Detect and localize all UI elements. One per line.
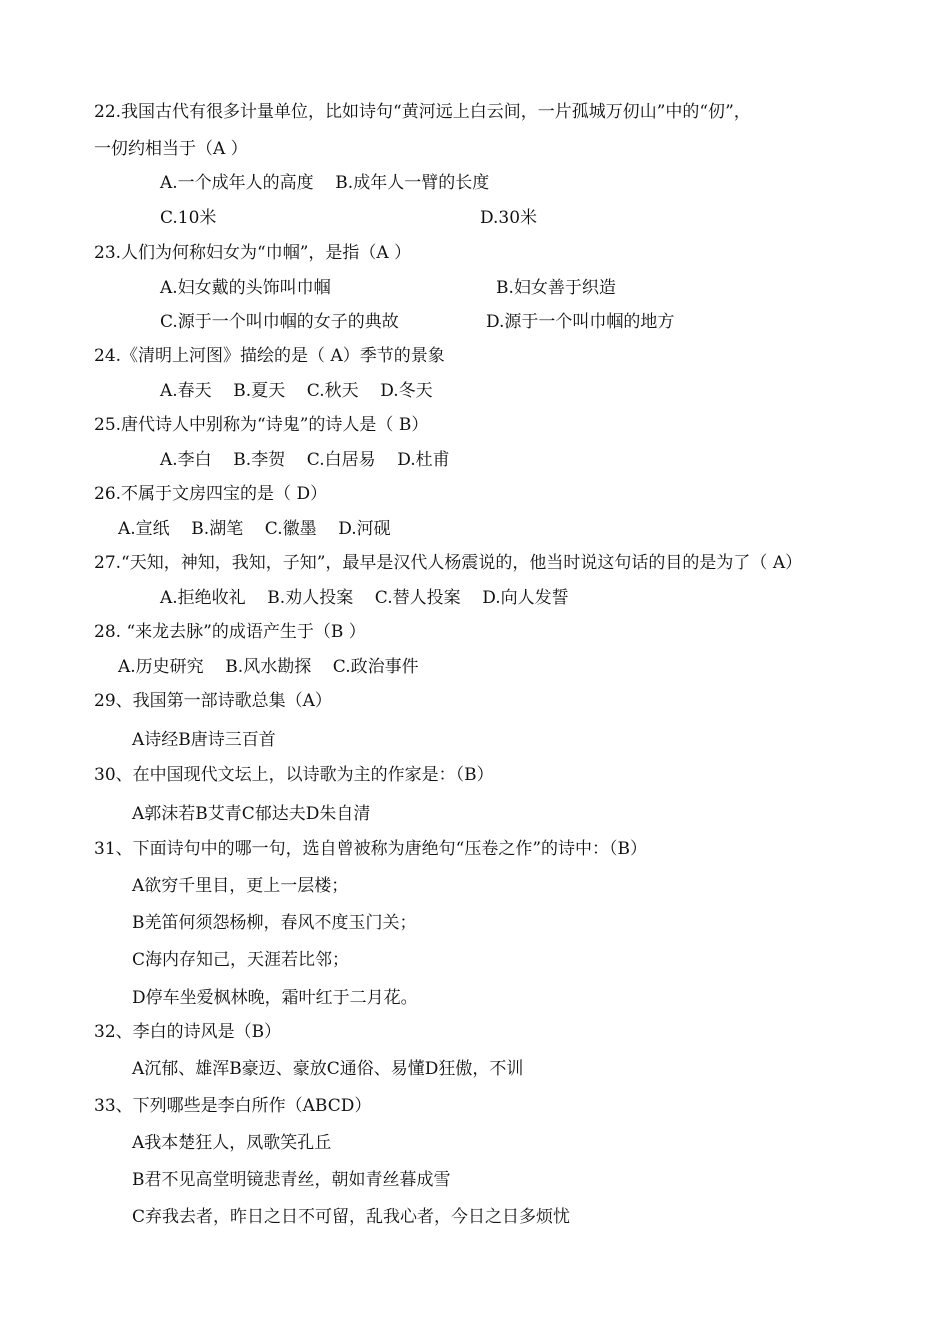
question-24-stem: 24.《清明上河图》描绘的是（ A）季节的景象	[94, 346, 445, 366]
question-28-options: A.历史研究 B.风水勘探 C.政治事件	[118, 657, 419, 677]
question-29-stem: 29、我国第一部诗歌总集（A）	[94, 691, 332, 711]
question-31-option-d: D停车坐爱枫林晚，霜叶红于二月花。	[132, 988, 418, 1008]
question-33-option-b: B君不见高堂明镜悲青丝，朝如青丝暮成雪	[132, 1170, 451, 1190]
question-23-stem: 23.人们为何称妇女为“巾帼”，是指（A ）	[94, 243, 412, 263]
question-22-stem: 22.我国古代有很多计量单位，比如诗句“黄河远上白云间，一片孤城万仞山”中的“仞”，	[94, 102, 751, 122]
question-22-options-ab: A.一个成年人的高度 B.成年人一臂的长度	[160, 173, 490, 193]
question-22-stem-cont: 一仞约相当于（A ）	[94, 139, 248, 159]
question-31-stem: 31、下面诗句中的哪一句，选自曾被称为唐绝句“压卷之作”的诗中：（B）	[94, 839, 648, 859]
question-31-option-a: A欲穷千里目，更上一层楼；	[132, 876, 349, 896]
question-32-stem: 32、李白的诗风是（B）	[94, 1022, 282, 1042]
question-30-options: A郭沫若B艾青C郁达夫D朱自清	[132, 804, 371, 824]
question-33-stem: 33、下列哪些是李白所作（ABCD）	[94, 1096, 372, 1116]
question-27-options: A.拒绝收礼 B.劝人投案 C.替人投案 D.向人发誓	[160, 588, 569, 608]
question-23-option-c: C.源于一个叫巾帼的女子的典故	[160, 312, 399, 332]
question-25-options: A.李白 B.李贺 C.白居易 D.杜甫	[160, 450, 450, 470]
question-30-stem: 30、在中国现代文坛上，以诗歌为主的作家是：（B）	[94, 765, 494, 785]
question-22-option-d: D.30米	[480, 208, 538, 228]
question-26-stem: 26.不属于文房四宝的是（ D）	[94, 484, 328, 504]
question-31-option-c: C海内存知己，天涯若比邻；	[132, 950, 350, 970]
question-33-option-a: A我本楚狂人，凤歌笑孔丘	[132, 1133, 332, 1153]
question-24-options: A.春天 B.夏天 C.秋天 D.冬天	[160, 381, 433, 401]
question-23-option-b: B.妇女善于织造	[496, 278, 616, 298]
question-23-option-d: D.源于一个叫巾帼的地方	[486, 312, 675, 332]
question-32-options: A沉郁、雄浑B豪迈、豪放C通俗、易懂D狂傲，不训	[132, 1059, 524, 1079]
question-29-options: A诗经B唐诗三百首	[132, 730, 276, 750]
question-27-stem: 27.“天知，神知，我知，子知”，最早是汉代人杨震说的，他当时说这句话的目的是为了（ A）	[94, 553, 803, 573]
question-23-option-a: A.妇女戴的头饰叫巾帼	[160, 278, 331, 298]
question-28-stem: 28. “来龙去脉”的成语产生于（B ）	[94, 622, 366, 642]
question-22-option-c: C.10米	[160, 208, 217, 228]
question-25-stem: 25.唐代诗人中别称为“诗鬼”的诗人是（ B）	[94, 415, 429, 435]
question-26-options: A.宣纸 B.湖笔 C.徽墨 D.河砚	[118, 519, 391, 539]
question-31-option-b: B羌笛何须怨杨柳，春风不度玉门关；	[132, 913, 417, 933]
question-33-option-c: C弃我去者，昨日之日不可留，乱我心者，今日之日多烦忧	[132, 1207, 571, 1227]
